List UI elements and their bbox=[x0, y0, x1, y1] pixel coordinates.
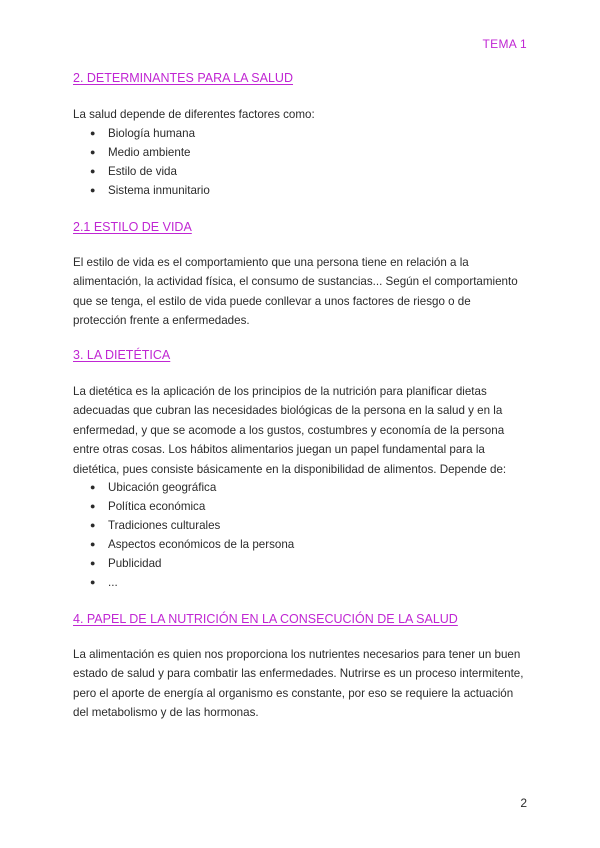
page-number: 2 bbox=[520, 796, 527, 810]
determinantes-intro: La salud depende de diferentes factores como: bbox=[73, 108, 315, 121]
bullet-icon: ● bbox=[90, 128, 96, 138]
heading-estilo-de-vida: 2.1 ESTILO DE VIDA bbox=[73, 220, 192, 234]
list-item: ● Sistema inmunitario bbox=[73, 181, 210, 200]
bullet-icon: ● bbox=[90, 539, 96, 549]
list-item: ● Biología humana bbox=[73, 124, 210, 143]
dietetica-paragraph: La dietética es la aplicación de los principios de la nutrición para planificar dietas adecuadas que cubran las necesidades biológicas de la persona en la salud y en la enfermedad, y que se acomode a los gustos, costumbres y economía de la persona entre otras cosas. Los hábitos alimentarios juegan un papel fundamental para la dietética, pues consiste básicamente en la disponibilidad de alimentos. Depende de: bbox=[73, 385, 507, 476]
dietetica-factors-list bbox=[73, 478, 294, 592]
bullet-icon: ● bbox=[90, 166, 96, 176]
bullet-icon: ● bbox=[90, 501, 96, 511]
bullet-icon: ● bbox=[90, 147, 96, 157]
bullet-icon: ● bbox=[90, 185, 96, 195]
bullet-icon: ● bbox=[90, 577, 96, 587]
estilo-de-vida-paragraph: El estilo de vida es el comportamiento que una persona tiene en relación a la alimentación, la actividad física, el consumo de sustancias... Según el comportamiento que se tenga, el estilo de vida puede conllevar a unos factores de riesgo o de protección frente a enfermedades. bbox=[73, 256, 518, 328]
bullet-icon: ● bbox=[90, 558, 96, 568]
header-topic-tag: TEMA 1 bbox=[482, 37, 527, 51]
list-item: ● Publicidad bbox=[73, 554, 294, 573]
heading-dietetica: 3. LA DIETÉTICA bbox=[73, 348, 171, 362]
list-item: ● Aspectos económicos de la persona bbox=[73, 535, 294, 554]
list-item: ● Política económica bbox=[73, 497, 294, 516]
determinantes-list bbox=[73, 124, 210, 200]
list-item: ● Medio ambiente bbox=[73, 143, 210, 162]
list-item: ● ... bbox=[73, 573, 294, 592]
list-item: ● Ubicación geográfica bbox=[73, 478, 294, 497]
list-item: ● Estilo de vida bbox=[73, 162, 210, 181]
heading-determinantes: 2. DETERMINANTES PARA LA SALUD bbox=[73, 71, 293, 85]
list-item: ● Tradiciones culturales bbox=[73, 516, 294, 535]
bullet-icon: ● bbox=[90, 520, 96, 530]
bullet-icon: ● bbox=[90, 482, 96, 492]
heading-papel-nutricion: 4. PAPEL DE LA NUTRICIÓN EN LA CONSECUCIÓN DE LA SALUD bbox=[73, 612, 458, 626]
papel-nutricion-paragraph: La alimentación es quien nos proporciona los nutrientes necesarios para tener un buen estado de salud y para combatir las enfermedades. Nutrirse es un proceso intermitente, pero el aporte de energía al organismo es constante, por eso se requiere la actuación del metabolismo y de las hormonas. bbox=[73, 648, 524, 720]
